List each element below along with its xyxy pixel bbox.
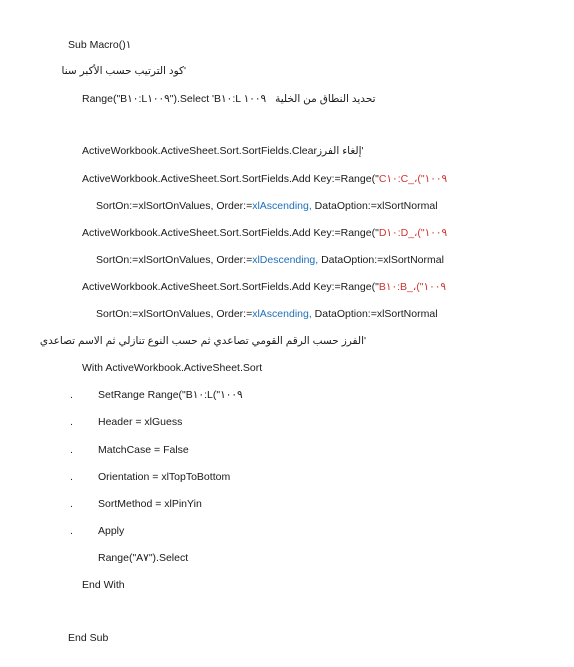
code-line-range-select bbox=[82, 92, 376, 106]
code-line-sortmethod: SortMethod = xlPinYin bbox=[98, 498, 202, 510]
comment-text: 'إلغاء الفرز bbox=[316, 145, 364, 157]
code-text: ActiveWorkbook.ActiveSheet.Sort.SortFields.Clear bbox=[82, 145, 317, 157]
code-text: ActiveWorkbook.ActiveSheet.Sort.SortFields.Add Key:=Range(" bbox=[82, 227, 379, 239]
code-line-matchcase: MatchCase = False bbox=[98, 444, 189, 456]
code-text: SortOn:=xlSortOnValues, Order:= bbox=[96, 254, 253, 266]
code-text: SortOn:=xlSortOnValues, Order:= bbox=[96, 200, 253, 212]
code-line-orientation: Orientation = xlTopToBottom bbox=[98, 471, 231, 483]
comment-text: 'الفرز حسب الرقم القومي تصاعدي ثم حسب النوع تنازلي ثم الاسم تصاعدي bbox=[39, 335, 366, 347]
code-line-add-key-c bbox=[82, 172, 447, 186]
code-text: ActiveWorkbook.ActiveSheet.Sort.SortFields.Add Key:=Range(" bbox=[82, 281, 379, 293]
comment-line-sort-explanation bbox=[40, 334, 366, 348]
range-text: C١٠:C_،("١٠٠٩ bbox=[378, 173, 448, 185]
code-line-with-sort: With ActiveWorkbook.ActiveSheet.Sort bbox=[82, 362, 263, 374]
code-line-range-a7-select: Range("A٧").Select bbox=[98, 552, 189, 564]
range-text: B١٠:B_،("١٠٠٩ bbox=[378, 281, 447, 293]
code-text: SortOn:=xlSortOnValues, Order:= bbox=[96, 308, 253, 320]
comment-line-sort-title bbox=[62, 64, 186, 78]
bullet-dot: . bbox=[70, 416, 73, 428]
code-line-add-key-b bbox=[82, 280, 446, 294]
code-line-add-key-d bbox=[82, 226, 447, 240]
code-line-setrange: SetRange Range("B١٠:L("١٠٠٩ bbox=[98, 389, 243, 401]
code-line-apply: Apply bbox=[98, 525, 125, 537]
code-line-sorton-descending bbox=[96, 253, 444, 267]
code-text: DataOption:=xlSortNormal bbox=[311, 308, 438, 320]
bullet-dot: . bbox=[70, 525, 73, 537]
code-text: DataOption:=xlSortNormal bbox=[318, 254, 444, 266]
bullet-dot: . bbox=[70, 471, 73, 483]
code-line-end-sub: End Sub bbox=[68, 632, 109, 644]
code-text: Range("B١٠:L١٠٠٩").Select 'B١٠:L ١٠٠٩ bbox=[82, 93, 267, 105]
code-line-sub-header: Sub Macro()١ bbox=[68, 39, 132, 51]
comment-text: تحديد النطاق من الخلية bbox=[275, 93, 376, 105]
code-line-sorton-ascending bbox=[96, 199, 438, 213]
code-line-header: Header = xlGuess bbox=[98, 416, 183, 428]
code-line-sorton-ascending-2 bbox=[96, 307, 438, 321]
keyword-text: xlAscending, bbox=[252, 308, 312, 320]
bullet-dot: . bbox=[70, 498, 73, 510]
keyword-text: xlDescending, bbox=[252, 254, 319, 266]
bullet-dot: . bbox=[70, 444, 73, 456]
keyword-text: xlAscending, bbox=[252, 200, 312, 212]
code-text: ActiveWorkbook.ActiveSheet.Sort.SortFields.Add Key:=Range(" bbox=[82, 173, 379, 185]
bullet-dot: . bbox=[70, 389, 73, 401]
comment-text: 'كود الترتيب حسب الأكبر سنا bbox=[61, 65, 186, 77]
code-line-sortfields-clear bbox=[82, 144, 364, 158]
code-line-end-with: End With bbox=[82, 579, 125, 591]
code-text: DataOption:=xlSortNormal bbox=[311, 200, 438, 212]
range-text: D١٠:D_،("١٠٠٩ bbox=[378, 227, 448, 239]
